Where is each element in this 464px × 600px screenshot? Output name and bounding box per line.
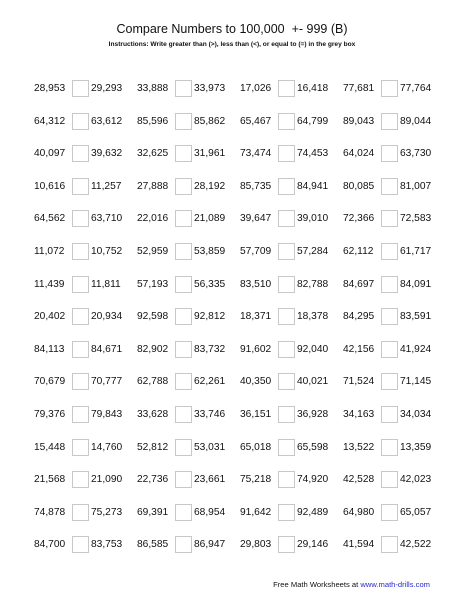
answer-box[interactable] xyxy=(278,341,295,358)
right-number: 71,145 xyxy=(400,376,432,388)
answer-box[interactable] xyxy=(175,113,192,130)
left-number: 27,888 xyxy=(137,180,169,192)
left-number: 40,097 xyxy=(34,148,66,160)
left-number: 20,402 xyxy=(34,311,66,323)
right-number: 85,862 xyxy=(194,115,226,127)
right-number: 83,591 xyxy=(400,311,432,323)
right-number: 72,583 xyxy=(400,213,432,225)
right-number: 18,378 xyxy=(297,311,329,323)
right-number: 84,671 xyxy=(91,343,123,355)
right-number: 11,257 xyxy=(91,180,122,192)
left-number: 32,625 xyxy=(137,148,169,160)
answer-box[interactable] xyxy=(175,439,192,456)
answer-box[interactable] xyxy=(175,504,192,521)
left-number: 72,366 xyxy=(343,213,375,225)
worksheet-title: Compare Numbers to 100,000 +- 999 (B) xyxy=(116,22,348,36)
left-number: 79,376 xyxy=(34,409,66,420)
left-number: 83,510 xyxy=(240,278,272,290)
answer-box[interactable] xyxy=(381,308,398,325)
right-number: 39,010 xyxy=(297,213,329,225)
answer-box[interactable] xyxy=(381,406,398,423)
right-number: 33,973 xyxy=(194,83,226,94)
right-number: 74,453 xyxy=(297,148,329,160)
left-number: 11,072 xyxy=(34,246,65,257)
answer-box[interactable] xyxy=(381,243,398,260)
right-number: 84,091 xyxy=(400,278,432,290)
right-number: 11,811 xyxy=(91,278,121,290)
right-number: 65,057 xyxy=(400,506,432,518)
answer-box[interactable] xyxy=(381,113,398,130)
left-number: 71,524 xyxy=(343,376,375,388)
left-number: 84,700 xyxy=(34,539,66,551)
answer-box[interactable] xyxy=(278,536,295,553)
answer-box[interactable] xyxy=(72,308,89,325)
left-number: 18,371 xyxy=(240,311,272,323)
left-number: 70,679 xyxy=(34,376,66,388)
left-number: 69,391 xyxy=(137,506,169,518)
right-number: 92,812 xyxy=(194,311,226,323)
left-number: 91,602 xyxy=(240,343,272,355)
answer-box[interactable] xyxy=(381,471,398,488)
left-number: 91,642 xyxy=(240,506,272,518)
answer-box[interactable] xyxy=(278,439,295,456)
right-number: 64,799 xyxy=(297,115,329,127)
left-number: 57,193 xyxy=(137,278,169,290)
right-number: 86,947 xyxy=(194,539,226,551)
footer-prefix: Free Math Worksheets at xyxy=(273,580,361,589)
answer-box[interactable] xyxy=(72,210,89,227)
right-number: 31,961 xyxy=(194,148,226,160)
left-number: 82,902 xyxy=(137,343,169,355)
left-number: 89,043 xyxy=(343,115,375,127)
right-number: 57,284 xyxy=(297,246,329,257)
right-number: 40,021 xyxy=(297,376,329,388)
answer-box[interactable] xyxy=(278,471,295,488)
answer-box[interactable] xyxy=(175,80,192,97)
right-number: 89,044 xyxy=(400,115,432,127)
answer-box[interactable] xyxy=(278,113,295,130)
right-number: 84,941 xyxy=(297,180,329,192)
left-number: 52,812 xyxy=(137,441,169,453)
left-number: 75,218 xyxy=(240,474,272,486)
left-number: 22,016 xyxy=(137,213,169,225)
left-number: 84,295 xyxy=(343,311,375,323)
right-number: 77,764 xyxy=(400,83,432,94)
answer-box[interactable] xyxy=(72,341,89,358)
left-number: 64,562 xyxy=(34,213,66,225)
answer-box[interactable] xyxy=(381,439,398,456)
right-number: 33,746 xyxy=(194,409,226,420)
answer-box[interactable] xyxy=(278,406,295,423)
right-number: 29,146 xyxy=(297,539,329,551)
answer-box[interactable] xyxy=(175,406,192,423)
right-number: 28,192 xyxy=(194,180,226,192)
answer-box[interactable] xyxy=(278,276,295,293)
right-number: 61,717 xyxy=(400,246,432,257)
right-number: 29,293 xyxy=(91,83,123,94)
answer-box[interactable] xyxy=(72,80,89,97)
left-number: 65,018 xyxy=(240,441,272,453)
left-number: 42,528 xyxy=(343,474,375,486)
right-number: 21,090 xyxy=(91,474,123,486)
right-number: 63,730 xyxy=(400,148,432,160)
right-number: 36,928 xyxy=(297,409,329,420)
answer-box[interactable] xyxy=(381,341,398,358)
answer-box[interactable] xyxy=(381,536,398,553)
answer-box[interactable] xyxy=(381,276,398,293)
answer-box[interactable] xyxy=(175,210,192,227)
answer-box[interactable] xyxy=(72,406,89,423)
answer-box[interactable] xyxy=(72,504,89,521)
left-number: 36,151 xyxy=(240,409,272,420)
left-number: 74,878 xyxy=(34,506,66,518)
answer-box[interactable] xyxy=(278,373,295,390)
right-number: 34,034 xyxy=(400,409,432,420)
left-number: 86,585 xyxy=(137,539,169,551)
right-number: 62,261 xyxy=(194,376,226,388)
answer-box[interactable] xyxy=(72,276,89,293)
answer-box[interactable] xyxy=(175,178,192,195)
right-number: 82,788 xyxy=(297,278,329,290)
left-number: 33,628 xyxy=(137,409,169,420)
answer-box[interactable] xyxy=(278,243,295,260)
left-number: 64,980 xyxy=(343,506,375,518)
left-number: 17,026 xyxy=(240,83,272,94)
answer-box[interactable] xyxy=(381,373,398,390)
answer-box[interactable] xyxy=(278,210,295,227)
answer-box[interactable] xyxy=(72,178,89,195)
right-number: 83,732 xyxy=(194,343,226,355)
left-number: 13,522 xyxy=(343,441,375,453)
answer-box[interactable] xyxy=(175,341,192,358)
answer-box[interactable] xyxy=(278,504,295,521)
left-number: 85,735 xyxy=(240,180,272,192)
left-number: 11,439 xyxy=(34,278,65,290)
footer xyxy=(273,580,430,589)
left-number: 29,803 xyxy=(240,539,272,551)
left-number: 84,697 xyxy=(343,278,375,290)
right-number: 65,598 xyxy=(297,441,329,453)
right-number: 92,489 xyxy=(297,506,329,518)
left-number: 33,888 xyxy=(137,83,169,94)
right-number: 20,934 xyxy=(91,311,123,323)
right-number: 21,089 xyxy=(194,213,226,225)
answer-box[interactable] xyxy=(278,308,295,325)
answer-box[interactable] xyxy=(278,80,295,97)
left-number: 62,112 xyxy=(343,246,374,257)
footer-link[interactable]: www.math-drills.com xyxy=(360,580,430,589)
answer-box[interactable] xyxy=(72,471,89,488)
answer-box[interactable] xyxy=(381,178,398,195)
answer-box[interactable] xyxy=(381,145,398,162)
answer-box[interactable] xyxy=(175,145,192,162)
right-number: 14,760 xyxy=(91,441,123,453)
answer-box[interactable] xyxy=(278,145,295,162)
left-number: 77,681 xyxy=(343,83,375,94)
right-number: 53,031 xyxy=(194,441,226,453)
answer-box[interactable] xyxy=(72,145,89,162)
answer-box[interactable] xyxy=(278,178,295,195)
right-number: 68,954 xyxy=(194,506,226,518)
left-number: 52,959 xyxy=(137,246,169,257)
answer-box[interactable] xyxy=(381,80,398,97)
right-number: 81,007 xyxy=(400,180,432,192)
right-number: 92,040 xyxy=(297,343,329,355)
answer-box[interactable] xyxy=(175,536,192,553)
left-number: 62,788 xyxy=(137,376,169,388)
left-number: 65,467 xyxy=(240,115,272,127)
right-number: 41,924 xyxy=(400,343,432,355)
answer-box[interactable] xyxy=(381,504,398,521)
right-number: 74,920 xyxy=(297,474,329,486)
right-number: 42,023 xyxy=(400,474,432,486)
answer-box[interactable] xyxy=(72,439,89,456)
left-number: 64,312 xyxy=(34,115,66,127)
right-number: 23,661 xyxy=(194,474,226,486)
answer-box[interactable] xyxy=(72,243,89,260)
left-number: 80,085 xyxy=(343,180,375,192)
left-number: 85,596 xyxy=(137,115,169,127)
left-number: 42,156 xyxy=(343,343,375,355)
left-number: 21,568 xyxy=(34,474,66,486)
right-number: 10,752 xyxy=(91,246,123,257)
left-number: 92,598 xyxy=(137,311,169,323)
left-number: 40,350 xyxy=(240,376,272,388)
answer-box[interactable] xyxy=(175,276,192,293)
right-number: 70,777 xyxy=(91,376,123,388)
left-number: 57,709 xyxy=(240,246,272,257)
left-number: 34,163 xyxy=(343,409,375,420)
left-number: 10,616 xyxy=(34,180,66,192)
answer-box[interactable] xyxy=(72,373,89,390)
answer-box[interactable] xyxy=(381,210,398,227)
left-number: 73,474 xyxy=(240,148,272,160)
left-number: 84,113 xyxy=(34,343,65,355)
right-number: 56,335 xyxy=(194,278,226,290)
answer-box[interactable] xyxy=(72,536,89,553)
worksheet-instructions: Instructions: Write greater than (>), less than (<), or equal to (=) in the grey box xyxy=(108,41,356,48)
left-number: 64,024 xyxy=(343,148,375,160)
right-number: 53,859 xyxy=(194,246,226,257)
right-number: 63,710 xyxy=(91,213,123,225)
right-number: 13,359 xyxy=(400,441,432,453)
left-number: 22,736 xyxy=(137,474,169,486)
right-number: 83,753 xyxy=(91,539,123,551)
right-number: 63,612 xyxy=(91,115,123,127)
answer-box[interactable] xyxy=(72,113,89,130)
left-number: 41,594 xyxy=(343,539,375,551)
right-number: 16,418 xyxy=(297,83,329,94)
answer-box[interactable] xyxy=(175,373,192,390)
left-number: 28,953 xyxy=(34,83,66,94)
right-number: 75,273 xyxy=(91,506,123,518)
right-number: 42,522 xyxy=(400,539,432,551)
answer-box[interactable] xyxy=(175,243,192,260)
answer-box[interactable] xyxy=(175,471,192,488)
right-number: 79,843 xyxy=(91,409,123,420)
answer-box[interactable] xyxy=(175,308,192,325)
right-number: 39,632 xyxy=(91,148,123,160)
left-number: 15,448 xyxy=(34,441,66,453)
left-number: 39,647 xyxy=(240,213,272,225)
